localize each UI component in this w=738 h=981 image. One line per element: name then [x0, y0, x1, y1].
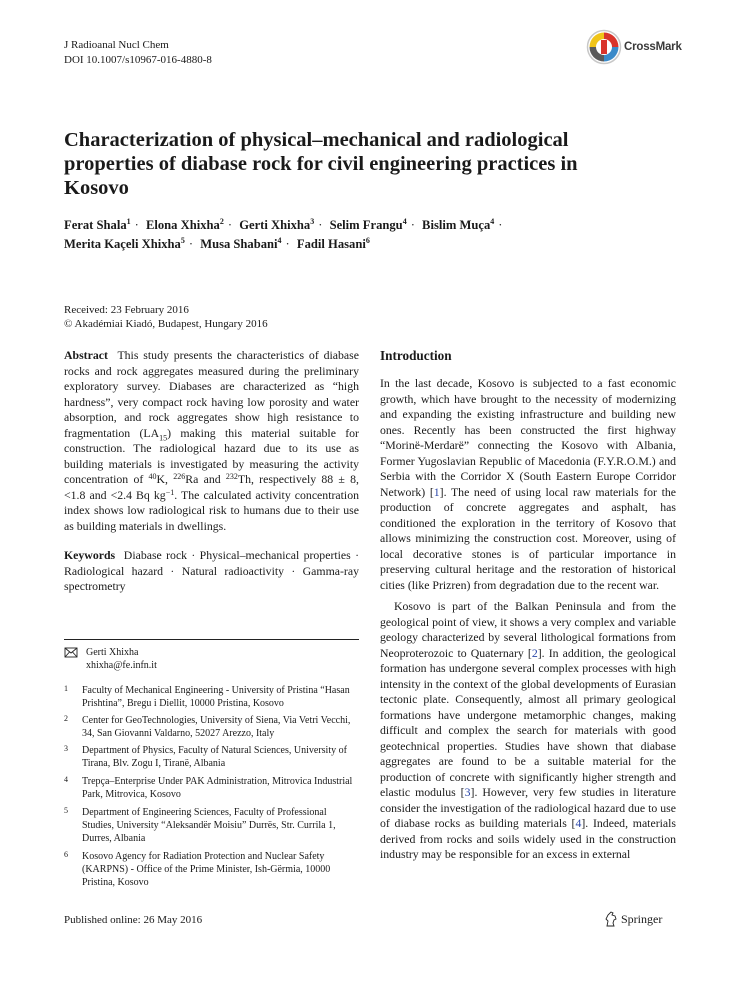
author[interactable]: Gerti Xhixha$^3$	[239, 217, 315, 232]
keywords-heading: Keywords	[64, 548, 116, 562]
author[interactable]: Ferat Shala$^1$	[64, 217, 131, 232]
citation-link[interactable]: 2	[531, 645, 538, 660]
corresponding-email[interactable]: xhixha@fe.infn.it	[86, 660, 157, 671]
author[interactable]: Musa Shabani$^4$	[200, 236, 282, 251]
copyright-line: © Akadémiai Kiadó, Budapest, Hungary 2016	[64, 318, 268, 330]
author[interactable]: Bislim Muça$^4$	[422, 217, 495, 232]
affiliation-number: 4	[64, 775, 68, 784]
affiliation	[64, 806, 359, 845]
affiliation-text: Center for GeoTechnologies, University of Siena, Via Vetri Vecchi, 34, San Giovanni Valdarno, 52027 Arezzo, Italy	[82, 715, 351, 739]
affiliation	[64, 684, 359, 710]
corresponding-author: Gerti Xhixha	[86, 647, 139, 658]
author[interactable]: Elona Xhixha$^2$	[145, 217, 224, 232]
keywords-text: Diabase rock · Physical–mechanical properties · Radiological hazard · Natural radioactivity · Gamma-ray spectrometry	[64, 548, 360, 593]
affiliation-number: 2	[64, 714, 68, 723]
introduction-body	[380, 376, 676, 863]
citation-link[interactable]: 4	[575, 816, 582, 830]
intro-paragraph: Kosovo is part of the Balkan Peninsula and from the geological point of view, it shows a very complex and variable geology characterized by several lithological formations from Neoproterozoic to Quaternary [2]. In addition, the geological formation has undergone several complex processes with high intensity in the context of the global developments of Eurasian tectonic plate. Consequently, almost all primary geological formations have undergone metamorphic changes, making difficult and complex the search for materials with good geotechnical properties. Studies have shown that diabase aggregates are found to be a suitable material for the production of concrete with significantly higher strength and elastic modulus [3]. However, very few studies in literature consider the investigation of the radiological hazard due to use of diabase rocks as building materials [4]. Indeed, materials derived from rocks and soils widely used in the construction industry may be responsible for an excess in external	[380, 599, 676, 861]
received-date: Received: 23 February 2016	[64, 304, 189, 316]
crossmark-badge[interactable]	[586, 28, 682, 66]
affiliation-number: 5	[64, 806, 68, 815]
journal-name: J Radioanal Nucl Chem	[64, 39, 169, 51]
correspondence	[64, 646, 157, 672]
affiliation-text: Department of Physics, Faculty of Natural Sciences, University of Tirana, Blv. Zogu I, Tiranë, Albania	[82, 745, 347, 769]
affiliation-text: Department of Engineering Sciences, Faculty of Professional Studies, University “Aleksandër Moisiu” Durrës, Str. Currila 1, Durres, Albania	[82, 807, 336, 844]
doi-text[interactable]: DOI 10.1007/s10967-016-4880-8	[64, 54, 212, 66]
introduction-heading: Introduction	[380, 348, 452, 363]
affiliation	[64, 714, 359, 740]
envelope-icon	[64, 646, 82, 659]
citation-link[interactable]: 1	[433, 484, 440, 499]
affiliation	[64, 744, 359, 770]
abstract: Abstract This study presents the characteristics of diabase rocks and rock aggregates measured during the preliminary exploratory survey. Diabases are characterized as “high hardness”, very compact rock having low porosity and water absorption, and rock aggregates show high resistance to fragmentation $(LA_{15})$ making this material suitable for construction. The radiological hazard due to its use as building materials is investigated by measuring the activity concentration of $^{40}$K, $^{226}$Ra and $^{232}$Th, respectively 88 ± 8, <1.8 and <2.4 Bq $kg^{-1}$. The calculated activity concentration index shows low radiological risk to humans due to their use as building materials in dwellings.	[64, 348, 359, 533]
author-list: Ferat Shala$^1$ · Elona Xhixha$^2$ · Gerti Xhixha$^3$ · Selim Frangu$^4$ · Bislim Muça$^4$ · Merita Kaçeli Xhixha$^5$ · Musa Shabani$^4$ · Fadil Hasani$^6$	[64, 217, 503, 251]
affiliation-number: 1	[64, 684, 68, 693]
keywords	[64, 548, 359, 595]
citation-link[interactable]: 3	[464, 785, 471, 799]
affiliation-text: Faculty of Mechanical Engineering - University of Pristina “Hasan Prishtina”, Bregu i Diellit, 10000 Pristina, Kosovo	[82, 685, 350, 709]
article-title: Characterization of physical–mechanical and radiological properties of diabase rock for civil engineering practices in Kosovo	[64, 129, 578, 199]
journal-header	[64, 38, 212, 68]
author[interactable]: Fadil Hasani$^6$	[296, 236, 370, 251]
affiliation-number: 6	[64, 850, 68, 859]
springer-horse-icon	[604, 911, 618, 927]
affiliation	[64, 775, 359, 801]
affiliation	[64, 850, 359, 889]
crossmark-label: CrossMark	[624, 41, 682, 53]
publisher-name: Springer	[621, 911, 663, 926]
abstract-heading: Abstract	[64, 348, 108, 362]
article-dates	[64, 303, 268, 331]
affiliation-text: Trepça–Enterprise Under PAK Administration, Mitrovica Industrial Park, Mitrovica, Kosovo	[82, 776, 353, 800]
affiliation-text: Kosovo Agency for Radiation Protection and Nuclear Safety (KARPNS) - Office of the Prime Minister, Ish-Gërmia, 10000 Pristina, Kosovo	[82, 851, 331, 888]
author[interactable]: Merita Kaçeli Xhixha$^5$	[64, 236, 185, 251]
affiliation-number: 3	[64, 744, 68, 753]
published-date: Published online: 26 May 2016	[64, 914, 203, 926]
author[interactable]: Selim Frangu$^4$	[329, 217, 407, 232]
crossmark-icon	[586, 29, 622, 65]
publisher-logo	[604, 911, 662, 927]
footnote-divider	[64, 639, 359, 640]
intro-paragraph: In the last decade, Kosovo is subjected to a fast economic growth, which have brought to the necessity of modernizing and expanding the existing infrastructure and building new ones. Recently has been constructed the first highway “Morinë-Merdarë” connecting the Kosovo with Albania, Former Yugoslavian Republic of Macedonia (F.Y.R.O.M.) and Serbia with the Corridor X (South Eastern Europe Corridor Network) [1]. The need of using local raw materials for the production of concrete aggregates and asphalt, has conditioned the exploration in the territory of Kosovo that allows minimizing the construction cost. Moreover, using of local decorative stones is of particular importance in preserving cultural heritage and the restoration of historical cities (like Prizren) from degradation due to the recent war.	[380, 376, 676, 592]
